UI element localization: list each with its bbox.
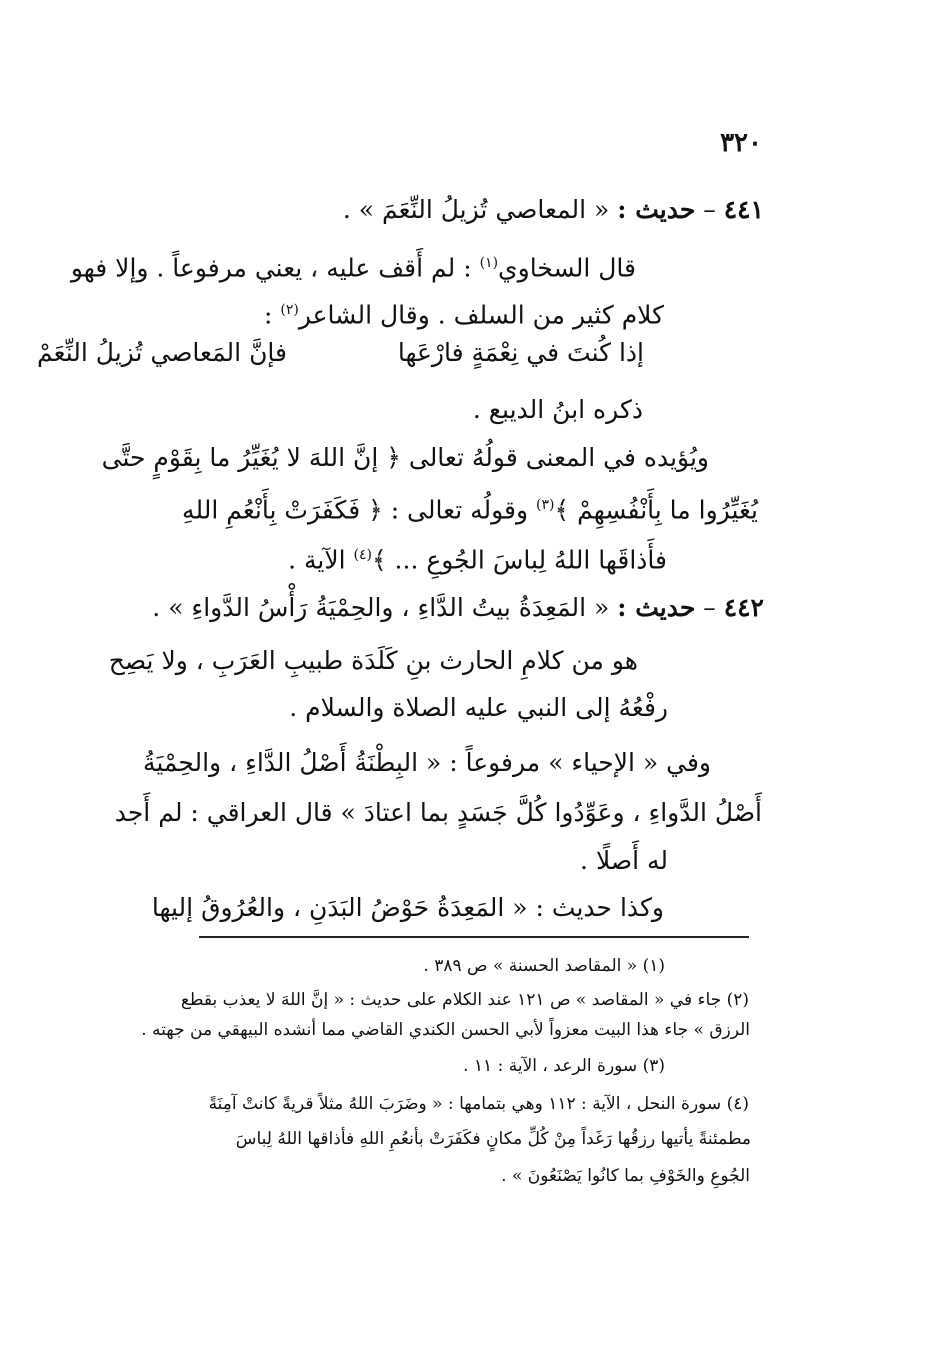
footnote-2-cont: الرزق » جاء هذا البيت معزواً لأبي الحسن الكندي القاضي مما أنشده البيهقي من جهته . [141, 1020, 750, 1040]
footnote-ref: (١) [479, 255, 499, 271]
paragraph-line [182, 487, 758, 528]
footnote-ref: (٢) [280, 302, 299, 318]
footnote-4-cont: مطمئنةً يأتيها رزقُها رَغَداً مِنْ كُلِّ مكانٍ فكَفَرَتْ بأنعُمِ اللهِ فأذاقها اللهُ لِباسَ [235, 1129, 751, 1149]
text-segment: وقولُه تعالى : ﴿ فَكَفَرَتْ بِأَنْعُمِ اللهِ [182, 495, 529, 525]
paragraph-line [264, 292, 664, 333]
entry-keyword: حديث : [617, 593, 696, 622]
text-segment: الآية . [288, 545, 346, 575]
footnote-ref: (٤) [353, 547, 372, 563]
footnote-4-cont: الجُوعِ والخَوْفِ بما كانُوا يَصْنَعُونَ » . [501, 1166, 750, 1186]
page-number: ٣٢٠ [720, 128, 762, 158]
entry-title: « المَعِدَةُ بيتُ الدَّاءِ ، والحِمْيَةُ رَأْسُ الدَّواءِ » . [152, 593, 610, 622]
paragraph-line: ويُؤيده في المعنى قولُهُ تعالى ﴿ إنَّ اللهَ لا يُغَيِّرُ ما بِقَوْمٍ حتَّى [101, 443, 709, 472]
entry-keyword: حديث : [617, 195, 696, 224]
paragraph-line [288, 537, 667, 578]
text-segment: كلام كثير من السلف . وقال الشاعر [298, 300, 664, 330]
paragraph-line: هو من كلامِ الحارث بنِ كَلَدَة طبيبِ العَرَبِ ، ولا يَصِح [108, 646, 638, 675]
text-segment: فأَذاقَها اللهُ لِباسَ الجُوعِ ... ﴾ [371, 545, 667, 575]
text-segment: يُغَيِّرُوا ما بِأَنْفُسِهِمْ ﴾ [554, 495, 758, 525]
paragraph-line: وكذا حديث : « المَعِدَةُ حَوْضُ البَدَنِ ، والعُرُوقُ إليها [151, 893, 664, 922]
text-segment: : [263, 300, 273, 330]
footnote-ref: (٣) [536, 497, 555, 513]
text-segment: : لم أَقف عليه ، يعني مرفوعاً . وإلا فهو [70, 253, 472, 283]
paragraph-line: وفي « الإحياء » مرفوعاً : « البِطْنَةُ أَصْلُ الدَّاءِ ، والحِمْيَةُ [142, 748, 711, 777]
paragraph-line [71, 245, 636, 286]
footnote-divider [199, 936, 749, 938]
footnote-2: (٢) جاء في « المقاصد » ص ١٢١ عند الكلام على حديث : « إنَّ اللهَ لا يعذب بقطع [180, 990, 749, 1010]
entry-441-heading [343, 192, 764, 228]
entry-title: « المعاصي تُزيلُ النِّعَمَ » . [342, 195, 610, 224]
paragraph-line: له أَصلًا . [580, 846, 668, 875]
text-segment: قال السخاوي [498, 253, 636, 283]
entry-442-heading [152, 590, 764, 626]
footnote-1: (١) « المقاصد الحسنة » ص ٣٨٩ . [423, 956, 665, 976]
verse-first-hemistich: إذا كُنتَ في نِعْمَةٍ فارْعَها [397, 338, 644, 367]
entry-dash: – [703, 593, 716, 622]
entry-number: ٤٤٢ [723, 593, 764, 622]
paragraph-line: أَصْلُ الدَّواءِ ، وعَوِّدُوا كُلَّ جَسَدٍ بما اعتادَ » قال العراقي : لم أَجد [114, 798, 762, 827]
footnote-4: (٤) سورة النحل ، الآية : ١١٢ وهي بتمامها : « وضَرَبَ اللهُ مثلاً قريةً كانتْ آمِنَةً [208, 1094, 749, 1114]
footnote-3: (٣) سورة الرعد ، الآية : ١١ . [463, 1056, 665, 1076]
verse-second-hemistich: فإنَّ المَعاصي تُزيلُ النِّعَمْ [37, 338, 287, 367]
paragraph-line: ذكره ابنُ الديبع . [472, 395, 643, 424]
entry-number: ٤٤١ [723, 195, 764, 224]
paragraph-line: رفْعُهُ إلى النبي عليه الصلاة والسلام . [289, 693, 668, 722]
entry-dash: – [703, 195, 716, 224]
